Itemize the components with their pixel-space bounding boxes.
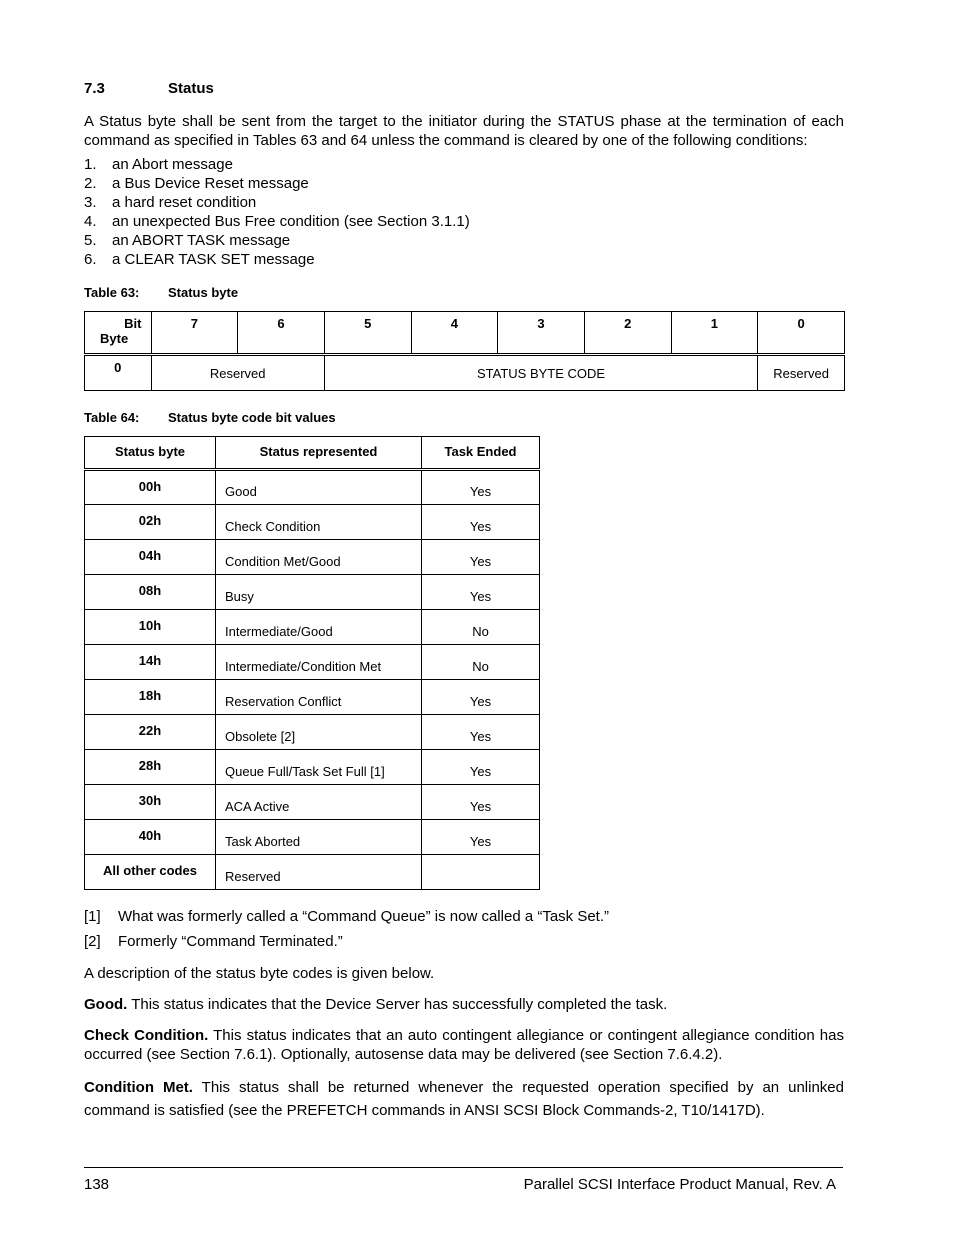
definition-check-condition: Check Condition. This status indicates that an auto contingent allegiance or contingent allegiance condition has occurred (see Section 7.6.1). Optionally, autosense data may be delivered (see Section 7.6.4.2). [84, 1027, 844, 1063]
intro-paragraph: A Status byte shall be sent from the target to the initiator during the STATUS phase at the termination of each command as specified in Tables 63 and 64 unless the command is cleared by one of the following conditions: [84, 113, 844, 149]
bit-byte-header: Bit Byte [85, 312, 152, 355]
column-header: Task Ended [422, 437, 540, 470]
bit-header: 1 [671, 312, 758, 355]
reserved-cell: Reserved [758, 355, 845, 391]
bit-header: 7 [151, 312, 238, 355]
bit-header: 4 [411, 312, 498, 355]
bit-header: 3 [498, 312, 585, 355]
column-header: Status represented [216, 437, 422, 470]
definition-good: Good. This status indicates that the Device Server has successfully completed the task. [84, 996, 668, 1013]
section-title: Status [168, 80, 214, 97]
table-row: 14h Intermediate/Condition Met No [85, 645, 540, 680]
table-row: 08h Busy Yes [85, 575, 540, 610]
reserved-cell: Reserved [151, 355, 324, 391]
status-byte-table [84, 311, 845, 391]
status-code-table [84, 436, 540, 890]
table-row: 10h Intermediate/Good No [85, 610, 540, 645]
table-row: 02h Check Condition Yes [85, 505, 540, 540]
table-row: 18h Reservation Conflict Yes [85, 680, 540, 715]
section-number: 7.3 [84, 80, 105, 97]
table-row: 04h Condition Met/Good Yes [85, 540, 540, 575]
table63-label: Table 63: [84, 285, 140, 300]
table-row: 00h Good Yes [85, 470, 540, 505]
table64-label: Table 64: [84, 410, 140, 425]
manual-title: Parallel SCSI Interface Product Manual, Rev. A [523, 1176, 836, 1193]
status-byte-code-cell: STATUS BYTE CODE [324, 355, 757, 391]
table63-title: Status byte [168, 285, 239, 300]
bit-header: 2 [584, 312, 671, 355]
bit-header: 6 [238, 312, 325, 355]
table-row: 28h Queue Full/Task Set Full [1] Yes [85, 750, 540, 785]
page-number: 138 [84, 1176, 110, 1193]
footer-divider [84, 1167, 843, 1168]
byte-number-cell: 0 [85, 355, 152, 391]
bit-header: 5 [324, 312, 411, 355]
table-row: 40h Task Aborted Yes [85, 820, 540, 855]
table64-title: Status byte code bit values [168, 410, 336, 425]
bit-header: 0 [758, 312, 845, 355]
column-header: Status byte [85, 437, 216, 470]
definition-condition-met: Condition Met. This status shall be returned whenever the requested operation specified by an unlinked command is satisfied (see the PREFETCH commands in ANSI SCSI Block Commands-2, T10/1417D). [84, 1079, 844, 1119]
table-row: 22h Obsolete [2] Yes [85, 715, 540, 750]
table-row: 30h ACA Active Yes [85, 785, 540, 820]
description-intro: A description of the status byte codes is given below. [84, 965, 435, 982]
table-row: All other codes Reserved [85, 855, 540, 890]
